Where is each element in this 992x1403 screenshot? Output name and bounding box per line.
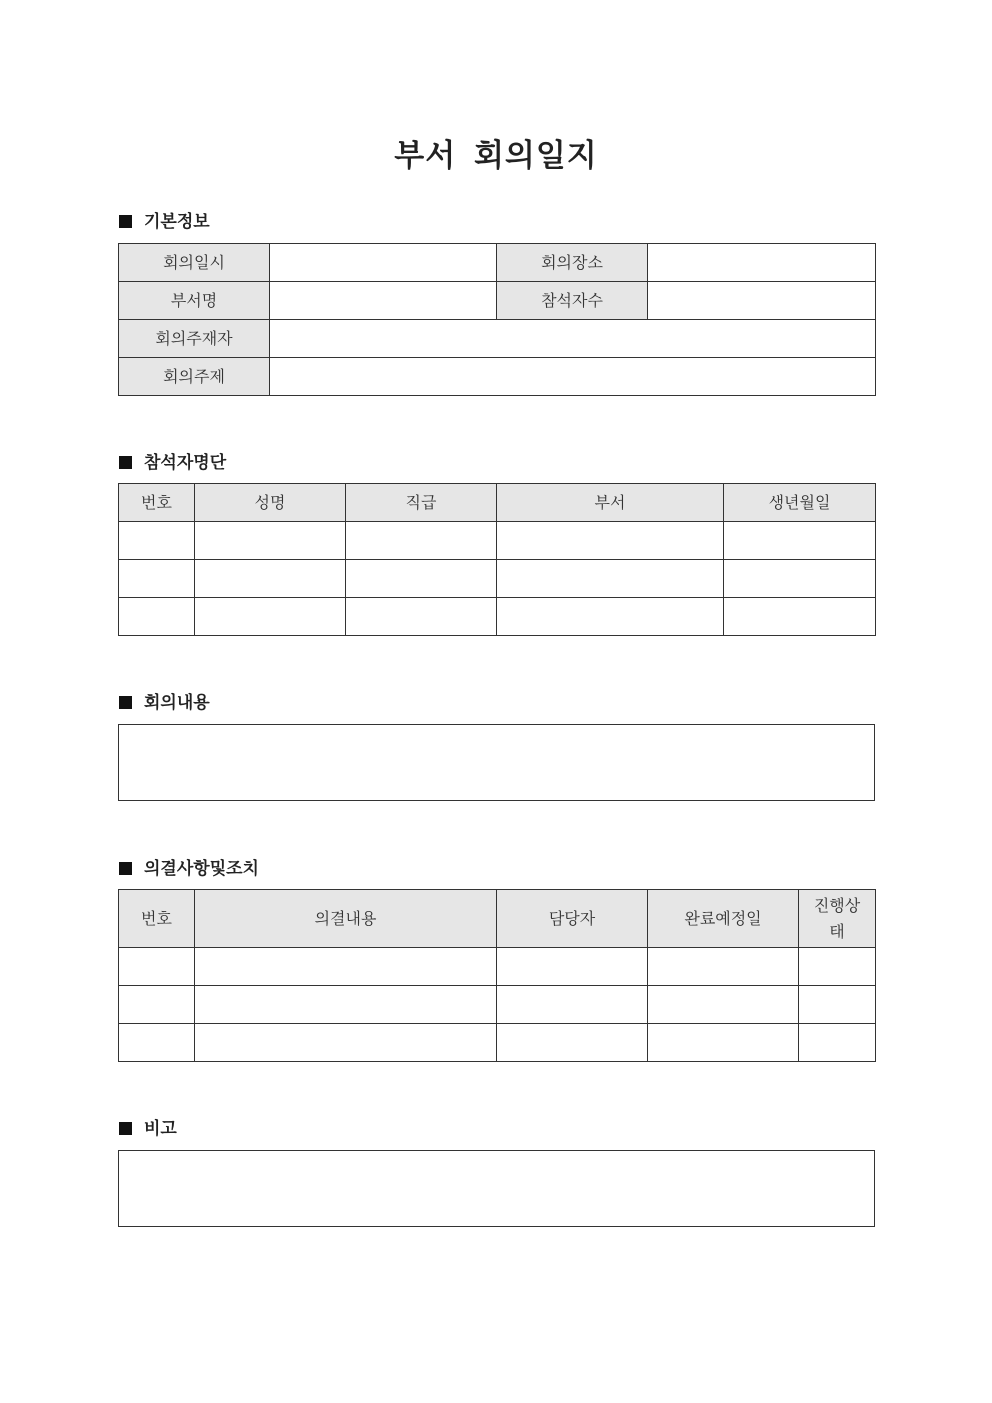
table-cell[interactable] (119, 1024, 195, 1062)
square-bullet-icon (119, 456, 132, 469)
table-cell[interactable] (648, 1024, 799, 1062)
square-bullet-icon (119, 696, 132, 709)
table-cell[interactable] (195, 560, 346, 598)
header-cell: 진행상태 (799, 890, 876, 948)
input-meeting-datetime[interactable] (270, 244, 497, 282)
header-cell: 담당자 (497, 890, 648, 948)
table-cell[interactable] (195, 522, 346, 560)
table-cell[interactable] (799, 948, 876, 986)
table-cell[interactable] (724, 598, 876, 636)
page-title: 부서 회의일지 (394, 138, 598, 174)
table-cell[interactable] (497, 1024, 648, 1062)
table-cell[interactable] (799, 1024, 876, 1062)
header-cell: 번호 (119, 484, 195, 522)
table-cell[interactable] (195, 1024, 497, 1062)
section-heading-content: 회의내용 (119, 690, 210, 716)
attendee-table (118, 483, 876, 636)
square-bullet-icon (119, 215, 132, 228)
table-row (119, 560, 876, 598)
table-cell[interactable] (119, 560, 195, 598)
table-row (119, 522, 876, 560)
meeting-content-box[interactable] (118, 724, 875, 801)
input-attendee-count[interactable] (648, 282, 876, 320)
input-department-name[interactable] (270, 282, 497, 320)
label-department-name: 부서명 (119, 282, 270, 320)
table-row (119, 986, 876, 1024)
section-heading-remarks: 비고 (119, 1116, 177, 1142)
table-row (119, 598, 876, 636)
header-cell: 생년월일 (724, 484, 876, 522)
table-row (119, 1024, 876, 1062)
header-cell: 부서 (497, 484, 724, 522)
square-bullet-icon (119, 862, 132, 875)
input-meeting-place[interactable] (648, 244, 876, 282)
table-cell[interactable] (346, 560, 497, 598)
table-cell[interactable] (195, 598, 346, 636)
remarks-box[interactable] (118, 1150, 875, 1227)
input-chairperson[interactable] (270, 320, 876, 358)
table-cell[interactable] (119, 986, 195, 1024)
square-bullet-icon (119, 1122, 132, 1135)
table-cell[interactable] (799, 986, 876, 1024)
basic-info-table (118, 243, 876, 396)
header-cell: 직급 (346, 484, 497, 522)
resolution-table (118, 889, 876, 1062)
label-topic: 회의주제 (119, 358, 270, 396)
section-heading-basic: 기본정보 (119, 209, 210, 235)
section-heading-attendees: 참석자명단 (119, 450, 226, 476)
header-cell: 의결내용 (195, 890, 497, 948)
label-chairperson: 회의주재자 (119, 320, 270, 358)
table-cell[interactable] (119, 598, 195, 636)
input-topic[interactable] (270, 358, 876, 396)
table-cell[interactable] (497, 948, 648, 986)
table-cell[interactable] (497, 560, 724, 598)
table-cell[interactable] (724, 522, 876, 560)
table-cell[interactable] (648, 948, 799, 986)
table-cell[interactable] (119, 522, 195, 560)
header-cell: 번호 (119, 890, 195, 948)
table-cell[interactable] (497, 986, 648, 1024)
table-cell[interactable] (119, 948, 195, 986)
table-cell[interactable] (648, 986, 799, 1024)
table-cell[interactable] (195, 948, 497, 986)
table-cell[interactable] (346, 522, 497, 560)
table-cell[interactable] (724, 560, 876, 598)
table-row (119, 948, 876, 986)
header-cell: 성명 (195, 484, 346, 522)
label-attendee-count: 참석자수 (497, 282, 648, 320)
table-cell[interactable] (497, 522, 724, 560)
table-cell[interactable] (346, 598, 497, 636)
section-heading-resolutions: 의결사항및조치 (119, 856, 259, 882)
label-meeting-place: 회의장소 (497, 244, 648, 282)
table-cell[interactable] (497, 598, 724, 636)
header-cell: 완료예정일 (648, 890, 799, 948)
table-cell[interactable] (195, 986, 497, 1024)
label-meeting-datetime: 회의일시 (119, 244, 270, 282)
